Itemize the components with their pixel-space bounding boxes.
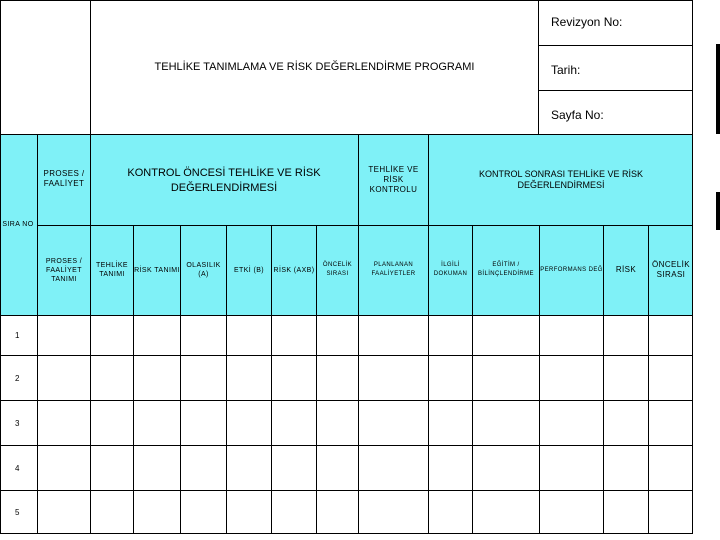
col-olasilik: OLASILIK (A) [186, 262, 221, 278]
col-tehlike-tanimi: TEHLİKE TANIMI [96, 262, 128, 278]
edge-mark-bottom [716, 192, 720, 230]
col-performans: PERFORMANS DEĞ [540, 266, 603, 273]
post-control-group-text: KONTROL SONRASI TEHLİKE VE RİSK DEĞERLENDİRMESİ [478, 169, 644, 190]
post-control-group-header [450, 164, 672, 196]
col-egitim: EĞİTİM / BİLİNÇLENDİRME [478, 262, 534, 277]
hazard-control-text: TEHLİKE VE RİSK KONTROLU [368, 165, 419, 194]
edge-mark-top [716, 44, 720, 134]
col-etki: ETKİ (B) [233, 266, 265, 274]
col-proses-tanimi: PROSES / FAALİYET TANIMI [45, 257, 83, 283]
row-number-1: 1 [15, 331, 20, 340]
row-number-2: 2 [15, 374, 20, 383]
proses-faaliyet-text: PROSES / FAALİYET [43, 169, 85, 188]
revision-label: Revizyon No: [551, 15, 623, 29]
col-planlanan: PLANLANAN FAALİYETLER [371, 262, 416, 277]
col-oncelik-2: ÖNCELİK SIRASI [652, 260, 690, 279]
data-grid [0, 315, 693, 534]
row-number-4: 4 [15, 464, 20, 473]
date-field [538, 45, 693, 91]
pre-control-group-text: KONTROL ÖNCESİ TEHLİKE VE RİSK DEĞERLENDİRMESİ [127, 167, 321, 194]
col-risk-tanimi: RİSK TANIMI [134, 266, 180, 274]
hazard-control-header [359, 160, 428, 200]
pre-control-group-header [98, 162, 350, 200]
sira-no-header: SIRA NO [2, 220, 34, 228]
row-number-5: 5 [15, 508, 20, 517]
document-title-text: TEHLİKE TANIMLAMA VE RİSK DEĞERLENDİRME PROGRAMI [154, 61, 475, 73]
revision-field [538, 0, 693, 46]
col-ilgili-dokuman: İLGİLİ DOKUMAN [433, 262, 468, 277]
document-title [90, 0, 539, 135]
col-risk-axb: RİSK (AXB) [273, 266, 315, 274]
row-number-3: 3 [15, 419, 20, 428]
proses-faaliyet-header [38, 162, 90, 196]
col-oncelik-1: ÖNCELİK SIRASI [322, 262, 353, 277]
col-risk-2: RİSK [615, 265, 637, 274]
page-field [538, 90, 693, 135]
logo-area [0, 0, 91, 135]
page-label: Sayfa No: [551, 108, 604, 122]
date-label: Tarih: [551, 63, 581, 77]
